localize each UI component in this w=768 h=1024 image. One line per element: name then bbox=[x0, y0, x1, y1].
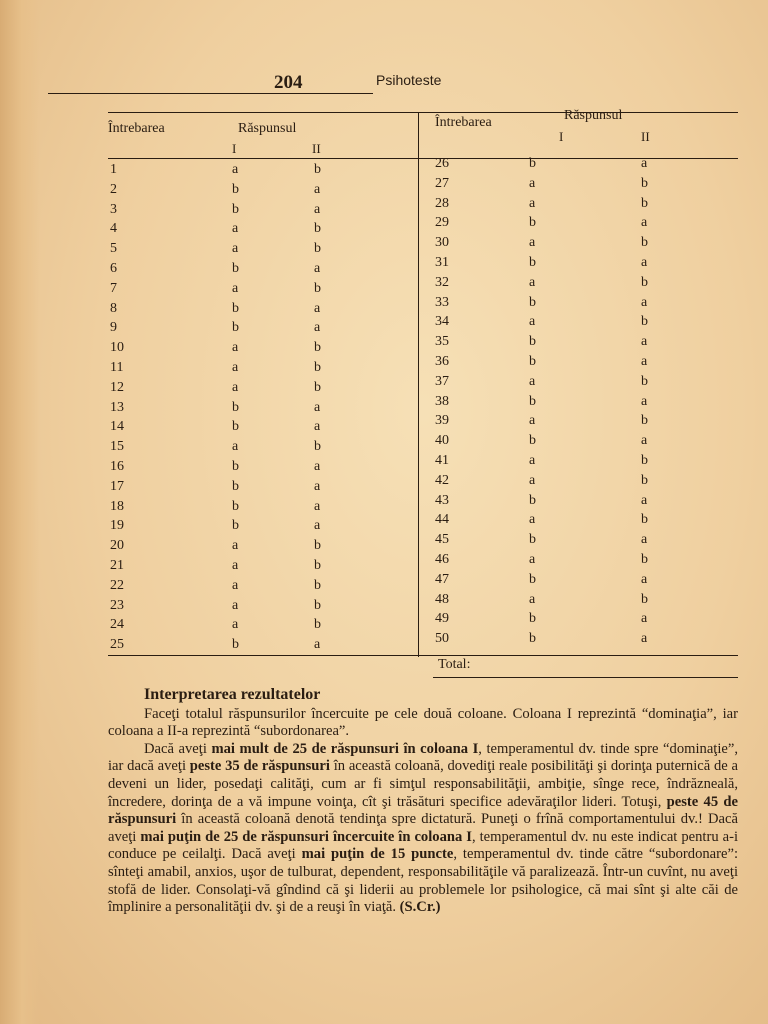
table-row bbox=[108, 477, 418, 497]
table-row bbox=[433, 431, 738, 451]
answer-col-ii: b bbox=[314, 538, 321, 554]
p2-text-a: Dacă aveţi bbox=[144, 740, 212, 757]
answer-col-ii: b bbox=[641, 591, 648, 607]
question-number: 37 bbox=[435, 373, 449, 389]
answer-col-i: a bbox=[232, 577, 239, 593]
question-number: 2 bbox=[110, 181, 117, 197]
answer-col-i: b bbox=[232, 419, 239, 435]
question-number: 20 bbox=[110, 538, 124, 554]
table-row bbox=[108, 615, 418, 635]
answer-col-i: a bbox=[232, 557, 239, 573]
question-number: 47 bbox=[435, 571, 449, 587]
table-row bbox=[433, 570, 738, 590]
question-number: 29 bbox=[435, 215, 449, 231]
p2-bold-4: mai puţin de 25 de răspunsuri încercuite în coloana I bbox=[140, 828, 472, 845]
question-number: 13 bbox=[110, 399, 124, 415]
p2-text-f: , temperamentul dv. nu este indicat pentru a-i conduce pe ceilalţi. Dacă aveţi bbox=[108, 828, 739, 863]
answer-col-i: a bbox=[232, 241, 239, 257]
right-rows bbox=[433, 154, 738, 649]
answer-col-ii: a bbox=[641, 631, 648, 647]
question-number: 46 bbox=[435, 551, 449, 567]
right-col-question-header: Întrebarea bbox=[435, 115, 492, 130]
question-number: 32 bbox=[435, 274, 449, 290]
table-row bbox=[433, 174, 738, 194]
table-row bbox=[433, 471, 738, 491]
question-number: 34 bbox=[435, 314, 449, 330]
answer-col-i: a bbox=[232, 221, 239, 237]
answer-col-ii: b bbox=[314, 359, 321, 375]
answer-col-i: a bbox=[529, 472, 536, 488]
answer-col-ii: b bbox=[314, 439, 321, 455]
answer-col-i: b bbox=[529, 254, 536, 270]
question-number: 4 bbox=[110, 221, 117, 237]
table-row bbox=[433, 273, 738, 293]
question-number: 49 bbox=[435, 611, 449, 627]
table-top-rule bbox=[108, 112, 738, 113]
table-row bbox=[108, 318, 418, 338]
answer-col-ii: a bbox=[314, 300, 321, 316]
answer-col-ii: a bbox=[314, 260, 321, 276]
answer-col-i: a bbox=[232, 162, 239, 177]
answer-col-ii: b bbox=[314, 617, 321, 633]
answer-col-i: b bbox=[232, 518, 239, 534]
p2-bold-5: mai puţin de 15 puncte bbox=[301, 846, 454, 863]
answer-col-ii: a bbox=[314, 637, 321, 653]
left-col-question-header: Întrebarea bbox=[108, 121, 165, 136]
question-number: 33 bbox=[435, 294, 449, 310]
table-row bbox=[433, 550, 738, 570]
answer-col-i: b bbox=[232, 399, 239, 415]
question-number: 41 bbox=[435, 452, 449, 468]
section-title: Interpretarea rezultatelor bbox=[144, 686, 321, 703]
p2-bold-2: peste 35 de răspunsuri bbox=[189, 758, 330, 775]
interpretation-section bbox=[108, 686, 738, 917]
p2-bold-1: mai mult de 25 de răspunsuri în coloana I bbox=[211, 740, 479, 757]
answer-col-i: a bbox=[232, 538, 239, 554]
answer-col-i: a bbox=[232, 340, 239, 356]
answer-col-i: a bbox=[232, 359, 239, 375]
right-sub-ii: II bbox=[641, 129, 650, 144]
table-row bbox=[108, 576, 418, 596]
table-row bbox=[108, 497, 418, 517]
table-row bbox=[108, 358, 418, 378]
answer-col-ii: b bbox=[641, 314, 648, 330]
table-row bbox=[433, 510, 738, 530]
question-number: 5 bbox=[110, 241, 117, 257]
answer-col-i: b bbox=[529, 353, 536, 369]
answer-col-i: b bbox=[529, 492, 536, 508]
answer-col-ii: a bbox=[314, 478, 321, 494]
question-number: 17 bbox=[110, 478, 124, 494]
paragraph-2 bbox=[108, 741, 738, 917]
answer-col-i: b bbox=[232, 260, 239, 276]
table-row bbox=[433, 411, 738, 431]
answer-col-ii: b bbox=[314, 557, 321, 573]
answer-col-ii: b bbox=[641, 413, 648, 429]
answer-col-ii: a bbox=[641, 611, 648, 627]
table-row bbox=[108, 338, 418, 358]
answer-col-ii: b bbox=[314, 379, 321, 395]
question-number: 8 bbox=[110, 300, 117, 316]
table-row bbox=[433, 530, 738, 550]
question-number: 11 bbox=[110, 359, 124, 375]
table-row bbox=[433, 312, 738, 332]
table-row bbox=[108, 160, 418, 180]
question-number: 31 bbox=[435, 254, 449, 270]
question-number: 7 bbox=[110, 280, 117, 296]
answer-col-i: a bbox=[529, 413, 536, 429]
answer-col-i: b bbox=[529, 532, 536, 548]
answer-col-ii: a bbox=[314, 458, 321, 474]
question-number: 3 bbox=[110, 201, 117, 217]
answer-col-ii: a bbox=[641, 215, 648, 231]
table-row bbox=[108, 516, 418, 536]
p2-text-g: , temperamentul dv. tinde către “subordonare”: sînteţi amabil, anxios, uşor de tulburat, dependent, responsabilităţile vă paralizează. Într-un cuvînt, nu aveţi stofă de lider. Consolaţi-vă gîndind că şi liderii au problemele lor psihologice, că mai sînt şi alte căi de împlinire a personalităţii dv. şi de a reuşi în viaţă. bbox=[108, 846, 739, 916]
question-number: 42 bbox=[435, 472, 449, 488]
table-row bbox=[108, 180, 418, 200]
answer-col-i: b bbox=[529, 631, 536, 647]
question-number: 23 bbox=[110, 597, 124, 613]
answer-col-i: b bbox=[529, 393, 536, 409]
answer-col-i: a bbox=[529, 235, 536, 251]
question-number: 40 bbox=[435, 433, 449, 449]
answer-col-ii: a bbox=[314, 399, 321, 415]
answer-col-ii: a bbox=[314, 419, 321, 435]
table-row bbox=[108, 299, 418, 319]
answer-col-i: b bbox=[529, 433, 536, 449]
answer-col-i: a bbox=[529, 175, 536, 191]
answer-col-i: b bbox=[232, 478, 239, 494]
table-row bbox=[108, 536, 418, 556]
table-row bbox=[433, 372, 738, 392]
question-number: 21 bbox=[110, 557, 124, 573]
question-number: 28 bbox=[435, 195, 449, 211]
answer-col-ii: b bbox=[641, 551, 648, 567]
question-number: 24 bbox=[110, 617, 124, 633]
answer-col-ii: b bbox=[641, 274, 648, 290]
answer-col-ii: a bbox=[314, 181, 321, 197]
answer-col-ii: a bbox=[641, 393, 648, 409]
question-number: 22 bbox=[110, 577, 124, 593]
table-row bbox=[108, 556, 418, 576]
question-number: 26 bbox=[435, 156, 449, 171]
answer-col-i: b bbox=[529, 156, 536, 171]
question-number: 12 bbox=[110, 379, 124, 395]
question-number: 10 bbox=[110, 340, 124, 356]
answer-col-i: a bbox=[529, 274, 536, 290]
answer-col-i: b bbox=[232, 637, 239, 653]
table-row bbox=[433, 233, 738, 253]
answer-col-i: b bbox=[529, 611, 536, 627]
answer-col-ii: a bbox=[641, 156, 648, 171]
question-number: 43 bbox=[435, 492, 449, 508]
question-number: 18 bbox=[110, 498, 124, 514]
answer-col-i: a bbox=[232, 379, 239, 395]
answer-key-table bbox=[108, 108, 738, 679]
answer-col-i: b bbox=[232, 201, 239, 217]
answer-col-ii: a bbox=[641, 492, 648, 508]
question-number: 14 bbox=[110, 419, 124, 435]
question-number: 30 bbox=[435, 235, 449, 251]
answer-col-i: a bbox=[529, 591, 536, 607]
question-number: 36 bbox=[435, 353, 449, 369]
left-col-answer-header: Răspunsul bbox=[238, 121, 297, 136]
total-bottom-rule bbox=[433, 677, 738, 678]
table-row bbox=[433, 590, 738, 610]
question-number: 19 bbox=[110, 518, 124, 534]
table-row bbox=[108, 437, 418, 457]
answer-col-i: a bbox=[529, 373, 536, 389]
table-row bbox=[108, 635, 418, 655]
question-number: 38 bbox=[435, 393, 449, 409]
table-row bbox=[108, 417, 418, 437]
answer-col-ii: a bbox=[641, 294, 648, 310]
table-row bbox=[108, 219, 418, 239]
answer-col-ii: b bbox=[314, 597, 321, 613]
table-row bbox=[108, 259, 418, 279]
answer-col-i: b bbox=[529, 334, 536, 350]
question-number: 9 bbox=[110, 320, 117, 336]
question-number: 48 bbox=[435, 591, 449, 607]
table-row bbox=[433, 194, 738, 214]
answer-col-ii: b bbox=[314, 162, 321, 177]
question-number: 35 bbox=[435, 334, 449, 350]
question-number: 44 bbox=[435, 512, 449, 528]
answer-col-i: b bbox=[232, 320, 239, 336]
table-row bbox=[108, 398, 418, 418]
left-sub-ii: II bbox=[312, 141, 321, 156]
answer-col-i: b bbox=[529, 294, 536, 310]
table-row bbox=[108, 457, 418, 477]
question-number: 45 bbox=[435, 532, 449, 548]
question-number: 16 bbox=[110, 458, 124, 474]
p2-text-d: în această coloană, dovediţi reale posibilităţi şi dorinţa puternică de a deveni un lider, posedaţi calităţi, cum ar fi simţul responsabilităţii, ambiţie, sînge rece, îndrăzneală, încredere, dorinţa de a vă impune voinţa, cît şi trăsături specifice adevăraţilor lideri. Totuşi, bbox=[108, 758, 738, 810]
answer-col-ii: a bbox=[641, 353, 648, 369]
table-column-divider bbox=[418, 112, 419, 657]
table-row bbox=[108, 596, 418, 616]
answer-col-ii: b bbox=[314, 577, 321, 593]
table-row bbox=[108, 378, 418, 398]
left-rows bbox=[108, 160, 418, 655]
table-row bbox=[433, 392, 738, 412]
answer-col-i: b bbox=[232, 498, 239, 514]
left-sub-i: I bbox=[232, 141, 237, 156]
answer-col-i: b bbox=[232, 458, 239, 474]
answer-col-ii: b bbox=[641, 512, 648, 528]
table-row bbox=[108, 279, 418, 299]
answer-col-ii: a bbox=[641, 571, 648, 587]
question-number: 39 bbox=[435, 413, 449, 429]
table-row bbox=[433, 213, 738, 233]
answer-col-ii: a bbox=[314, 518, 321, 534]
book-spine-shadow bbox=[0, 0, 40, 1024]
answer-col-ii: b bbox=[641, 195, 648, 211]
table-row bbox=[433, 154, 738, 174]
table-row bbox=[108, 239, 418, 259]
answer-col-ii: b bbox=[314, 221, 321, 237]
answer-col-ii: b bbox=[641, 452, 648, 468]
answer-col-ii: a bbox=[641, 433, 648, 449]
right-col-answer-header: Răspunsul bbox=[564, 108, 623, 123]
signature: (S.Cr.) bbox=[399, 899, 441, 916]
answer-col-i: a bbox=[529, 512, 536, 528]
p2-text-e: în această coloană denotă tendinţa spre dictatură. Puneţi o frînă comportamentului dv.! Dacă aveţi bbox=[108, 811, 738, 845]
answer-col-ii: a bbox=[314, 320, 321, 336]
p2-text-c: , temperamentul dv. tinde spre “dominaţie”, iar dacă aveţi bbox=[108, 740, 739, 775]
question-number: 25 bbox=[110, 637, 124, 653]
answer-col-ii: a bbox=[641, 254, 648, 270]
answer-col-i: b bbox=[232, 181, 239, 197]
header-rule bbox=[48, 93, 373, 94]
total-top-rule bbox=[433, 655, 738, 656]
answer-col-ii: a bbox=[314, 498, 321, 514]
answer-col-ii: b bbox=[314, 340, 321, 356]
table-row bbox=[433, 332, 738, 352]
answer-col-ii: b bbox=[314, 280, 321, 296]
answer-col-i: a bbox=[232, 617, 239, 633]
p2-bold-3: peste 45 de răspunsuri bbox=[108, 793, 738, 828]
question-number: 1 bbox=[110, 162, 117, 177]
table-row bbox=[433, 293, 738, 313]
answer-col-ii: b bbox=[641, 373, 648, 389]
right-sub-i: I bbox=[559, 129, 564, 144]
table-bottom-rule bbox=[108, 655, 433, 656]
answer-col-i: a bbox=[529, 452, 536, 468]
answer-col-ii: b bbox=[641, 235, 648, 251]
answer-col-i: a bbox=[529, 551, 536, 567]
answer-col-i: b bbox=[529, 215, 536, 231]
table-row bbox=[433, 629, 738, 649]
answer-col-i: b bbox=[529, 571, 536, 587]
question-number: 27 bbox=[435, 175, 449, 191]
answer-col-i: a bbox=[529, 195, 536, 211]
table-row bbox=[108, 200, 418, 220]
running-title: Psihoteste bbox=[376, 72, 442, 88]
answer-col-ii: a bbox=[314, 201, 321, 217]
table-row bbox=[433, 352, 738, 372]
table-row bbox=[433, 451, 738, 471]
question-number: 50 bbox=[435, 631, 449, 647]
table-row bbox=[433, 609, 738, 629]
answer-col-ii: a bbox=[641, 532, 648, 548]
answer-col-ii: b bbox=[641, 175, 648, 191]
answer-col-i: b bbox=[232, 300, 239, 316]
page-header bbox=[48, 70, 738, 98]
paragraph-1: Faceţi totalul răspunsurilor încercuite pe cele două coloane. Coloana I reprezintă “dominaţia”, iar coloana a II-a reprezintă “subordonarea”. bbox=[108, 705, 738, 740]
answer-col-ii: b bbox=[641, 472, 648, 488]
total-label: Total: bbox=[438, 657, 471, 672]
answer-col-i: a bbox=[529, 314, 536, 330]
answer-col-ii: a bbox=[641, 334, 648, 350]
answer-col-i: a bbox=[232, 439, 239, 455]
question-number: 6 bbox=[110, 260, 117, 276]
table-row bbox=[433, 253, 738, 273]
question-number: 15 bbox=[110, 439, 124, 455]
answer-col-i: a bbox=[232, 597, 239, 613]
answer-col-i: a bbox=[232, 280, 239, 296]
table-row bbox=[433, 491, 738, 511]
answer-col-ii: b bbox=[314, 241, 321, 257]
page-number: 204 bbox=[274, 72, 303, 93]
